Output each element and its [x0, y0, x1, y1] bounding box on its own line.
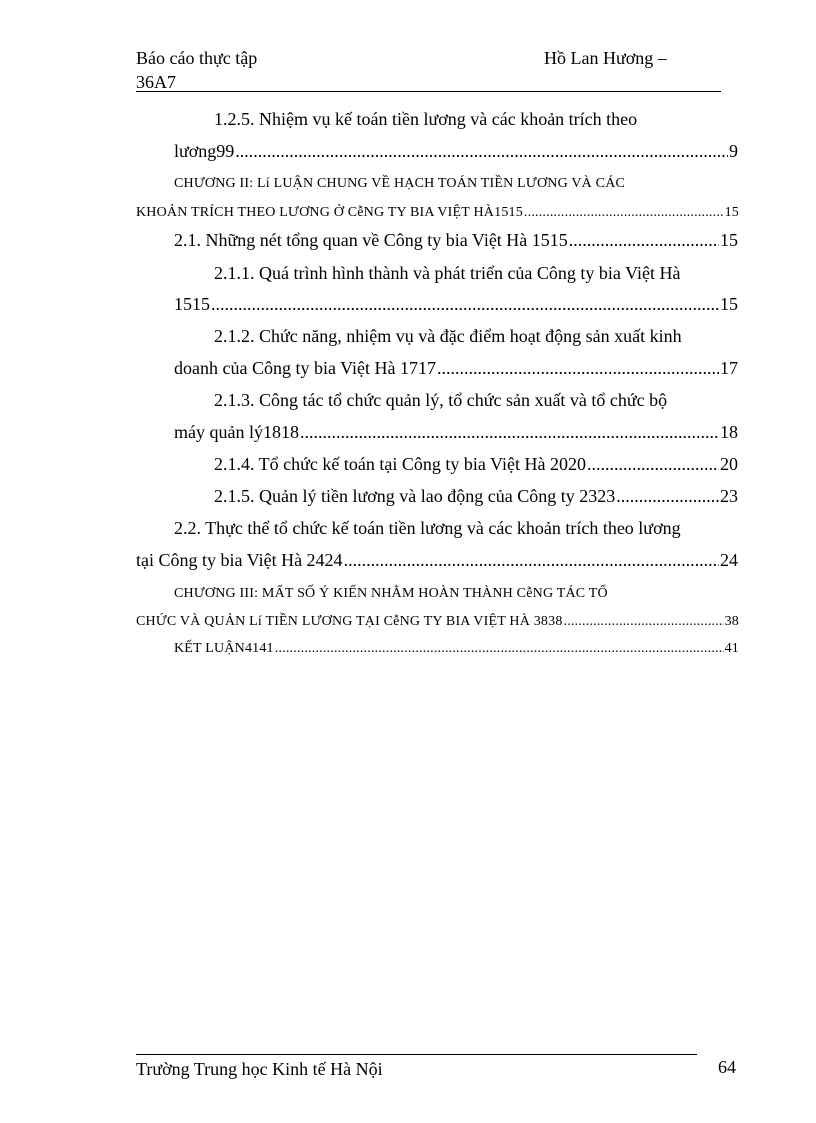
toc-page-number: 15 [720, 294, 738, 314]
toc-text: KHOẢN TRÍCH THEO LƯƠNG Ở CễNG TY BIA VIỆT HÀ1515 [136, 205, 523, 220]
toc-text: máy quản lý1818 [174, 422, 299, 442]
toc-entry-1-2-5-line1[interactable] [214, 107, 718, 131]
dot-leader [275, 637, 724, 661]
toc-page-number: 18 [720, 422, 738, 442]
toc-entry-2-1-4[interactable] [214, 452, 738, 476]
toc-entry-2-1-5[interactable] [214, 484, 738, 508]
toc-entry-2-1-2-line1[interactable] [214, 324, 718, 348]
dot-leader [569, 228, 719, 252]
toc-text: 2.2. Thực thể tổ chức kế toán tiền lương và các khoản trích theo lương [174, 518, 681, 538]
toc-chapter-3-line1[interactable] [174, 582, 719, 606]
toc-page-number: 23 [720, 486, 738, 506]
header-rule [136, 91, 721, 92]
toc-text: tại Công ty bia Việt Hà 2424 [136, 550, 343, 570]
toc-chapter-3-line2[interactable] [136, 610, 739, 634]
toc-text: CHƯƠNG II: Lí LUẬN CHUNG VỀ HẠCH TOÁN TIỀN LƯƠNG VÀ CÁC [174, 176, 626, 191]
toc-text: 2.1.5. Quản lý tiền lương và lao động của Công ty 2323 [214, 486, 616, 506]
toc-entry-2-2-line1[interactable] [174, 516, 718, 540]
toc-text: 1515 [174, 294, 210, 314]
toc-text: CHỨC VÀ QUẢN Lí TIỀN LƯƠNG TẠI CễNG TY BIA VIỆT HÀ 3838 [136, 614, 563, 629]
dot-leader [587, 452, 719, 476]
dot-leader [616, 484, 719, 508]
toc-page-number: 15 [720, 230, 738, 250]
class-code: 36A7 [136, 72, 176, 92]
dot-leader [524, 201, 724, 225]
author-name: Hồ Lan Hương – [544, 48, 667, 68]
toc-entry-2-1-1-line1[interactable] [214, 261, 718, 285]
toc-text: doanh của Công ty bia Việt Hà 1717 [174, 358, 437, 378]
toc-text: 2.1.1. Quá trình hình thành và phát triển của Công ty bia Việt Hà [214, 263, 681, 283]
toc-text: 2.1. Những nét tổng quan về Công ty bia Việt Hà 1515 [174, 230, 568, 250]
toc-chapter-2-line2[interactable] [136, 201, 739, 225]
dot-leader [300, 420, 719, 444]
toc-page-number: 9 [729, 141, 738, 161]
toc-page-number: 41 [724, 641, 739, 656]
dot-leader [235, 139, 728, 163]
toc-text: 2.1.4. Tổ chức kế toán tại Công ty bia Việt Hà 2020 [214, 454, 586, 474]
toc-entry-2-1-3-line2[interactable] [174, 420, 738, 444]
toc-entry-2-1-1-line2[interactable] [174, 292, 738, 316]
toc-text: 1.2.5. Nhiệm vụ kế toán tiền lương và các khoản trích theo [214, 109, 638, 129]
toc-entry-2-1-2-line2[interactable] [174, 356, 738, 380]
footer-school: Trường Trung học Kinh tế Hà Nội [136, 1059, 383, 1079]
toc-chapter-2-line1[interactable] [174, 172, 719, 196]
toc-entry-2-2-line2[interactable] [136, 548, 738, 572]
dot-leader [564, 610, 724, 634]
dot-leader [211, 292, 719, 316]
toc-entry-2-1-3-line1[interactable] [214, 388, 718, 412]
toc-text: 2.1.2. Chức năng, nhiệm vụ và đặc điểm hoạt động sản xuất kinh [214, 326, 682, 346]
toc-text: lương99 [174, 141, 235, 161]
toc-entry-1-2-5-line2[interactable] [174, 139, 738, 163]
toc-page-number: 24 [720, 550, 738, 570]
toc-page-number: 17 [720, 358, 738, 378]
toc-page-number: 15 [724, 205, 739, 220]
toc-text: KẾT LUẬN4141 [174, 641, 274, 656]
toc-conclusion[interactable] [174, 637, 739, 661]
toc-page-number: 20 [720, 454, 738, 474]
report-title: Báo cáo thực tập [136, 48, 258, 68]
dot-leader [437, 356, 719, 380]
toc-entry-2-1[interactable] [174, 228, 738, 252]
dot-leader [344, 548, 719, 572]
toc-text: CHƯƠNG III: MẤT SỐ Ý KIẾN NHẰM HOÀN THÀNH CễNG TÁC TỔ [174, 586, 608, 601]
footer-page-number: 64 [718, 1057, 736, 1077]
toc-text: 2.1.3. Công tác tổ chức quản lý, tổ chức sản xuất và tổ chức bộ [214, 390, 668, 410]
toc-page-number: 38 [724, 614, 739, 629]
footer-rule [136, 1054, 697, 1055]
